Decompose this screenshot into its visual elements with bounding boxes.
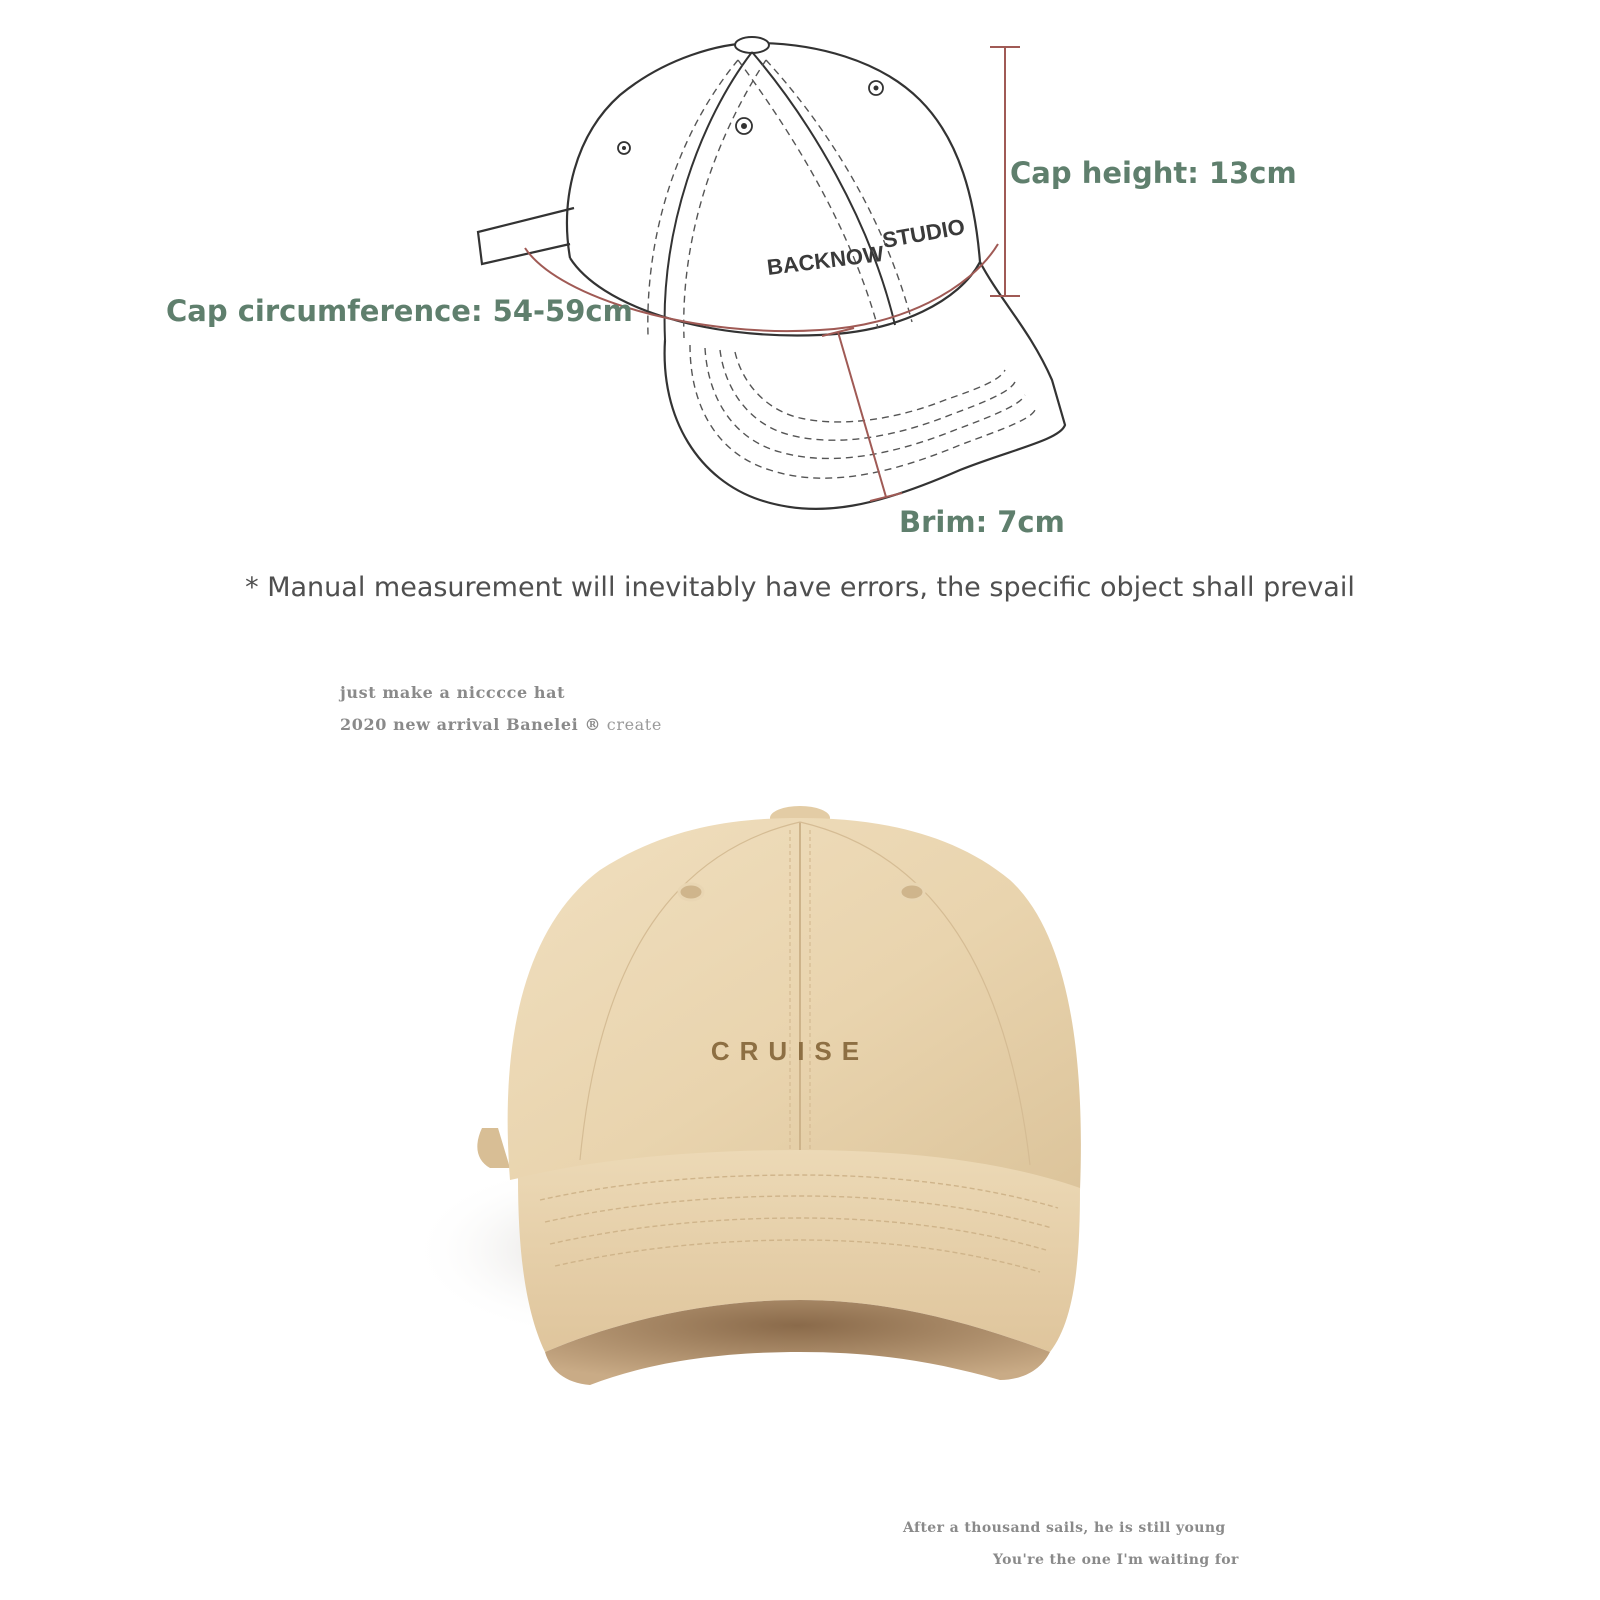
cap-crown [508,818,1081,1190]
cap-height-label: Cap height: 13cm [1010,156,1297,190]
tagline-create: create [601,715,662,734]
brim-label: Brim: 7cm [899,505,1065,539]
quote-line-1: After a thousand sails, he is still young [903,1520,1226,1536]
tagline-brand: 2020 new arrival Banelei ® [340,715,602,734]
cap-strap [477,1128,510,1168]
quote-line-2: You're the one I'm waiting for [993,1552,1239,1568]
measurement-note: * Manual measurement will inevitably have errors, the specific object shall prevail [245,572,1355,603]
cap-eyelet [900,884,924,900]
cap-eyelet [679,884,703,900]
sketch-brand-word-2: STUDIO [880,213,967,253]
cap-circumference-label: Cap circumference: 54-59cm [166,294,633,328]
sketch-brand-word-1: BACKNOW [765,240,886,280]
tagline-line-1: just make a nicccce hat [340,683,566,702]
cap-embroidery-text: CRUISE [710,1036,870,1066]
